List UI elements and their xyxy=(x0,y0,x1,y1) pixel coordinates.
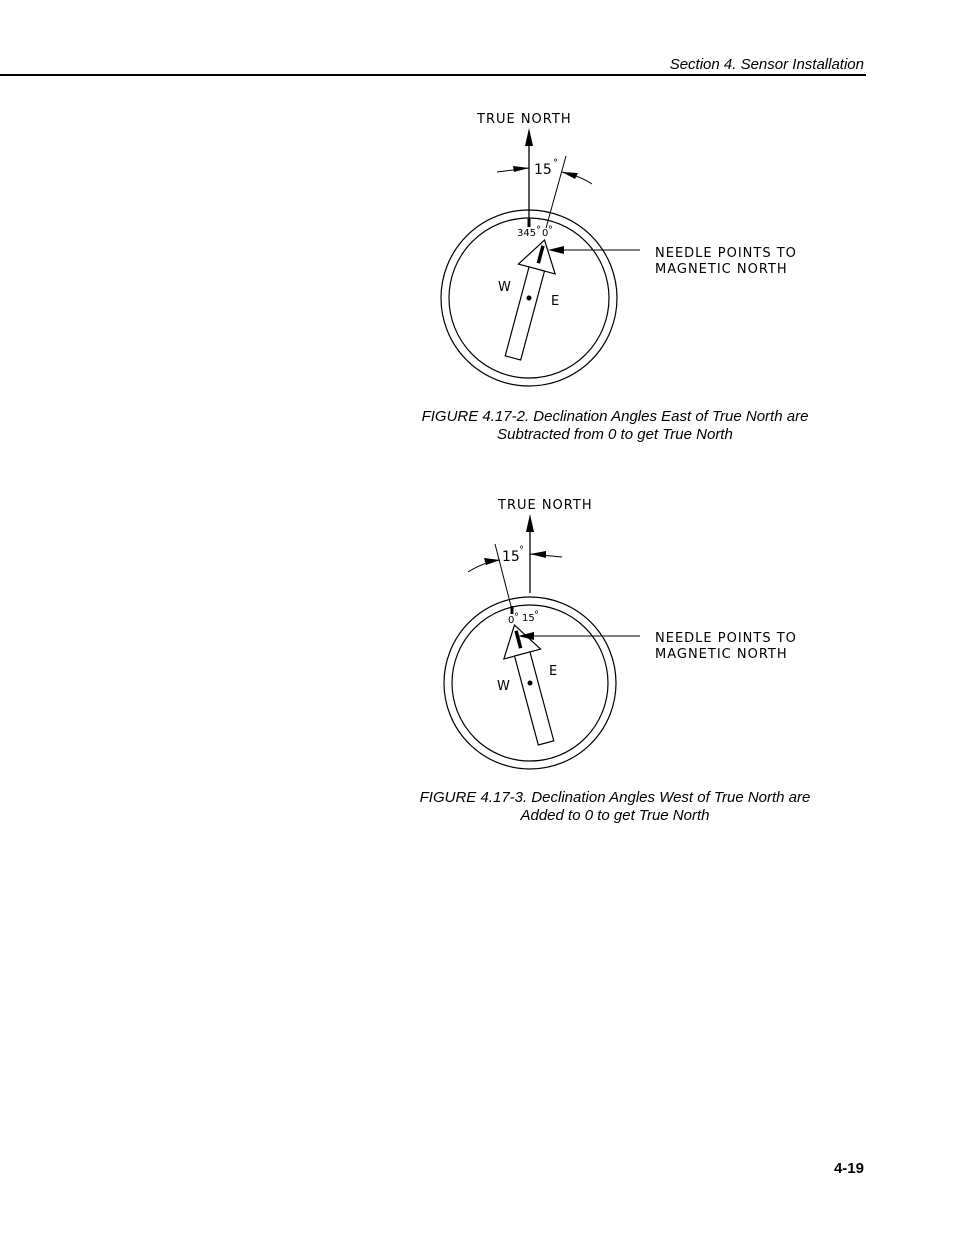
west-label: W xyxy=(497,679,511,694)
section-header: Section 4. Sensor Installation xyxy=(669,56,864,73)
needle-label-line1: NEEDLE POINTS TO xyxy=(655,246,797,261)
angle-arrow-left xyxy=(468,560,500,572)
compass-pivot xyxy=(528,681,533,686)
tick-label-left: 345 xyxy=(517,228,537,239)
tick-label-right: 0 xyxy=(542,228,549,239)
figure1-caption-line2: Subtracted from 0 to get True North xyxy=(497,426,733,443)
page-number: 4-19 xyxy=(833,1160,864,1177)
degree-symbol: ° xyxy=(548,225,553,236)
west-label: W xyxy=(498,280,512,295)
needle-label-line2: MAGNETIC NORTH xyxy=(655,262,788,277)
degree-symbol: ° xyxy=(519,545,524,556)
true-north-arrowhead xyxy=(526,514,534,532)
degree-symbol: ° xyxy=(553,158,558,169)
tick-label-left: 0 xyxy=(508,615,515,626)
degree-symbol: ° xyxy=(514,612,519,623)
figure1-caption-line1: FIGURE 4.17-2. Declination Angles East of True North are xyxy=(421,408,809,425)
angle-label: 15 xyxy=(534,162,552,178)
needle-label-line1: NEEDLE POINTS TO xyxy=(655,631,797,646)
true-north-label: TRUE NORTH xyxy=(477,112,572,127)
tick-label-right: 15 xyxy=(522,613,535,624)
degree-symbol: ° xyxy=(536,225,541,236)
east-label: E xyxy=(549,664,559,679)
needle-label-line2: MAGNETIC NORTH xyxy=(655,647,788,662)
figure2-caption-line1: FIGURE 4.17-3. Declination Angles West of True North are xyxy=(419,789,811,806)
angle-arrowhead-right xyxy=(530,551,546,558)
angle-arrowhead-left xyxy=(484,558,500,565)
degree-symbol: ° xyxy=(534,610,539,621)
true-north-label: TRUE NORTH xyxy=(498,498,593,513)
figure2-caption-line2: Added to 0 to get True North xyxy=(520,807,710,824)
east-label: E xyxy=(551,294,561,309)
figure2-caption xyxy=(380,789,850,825)
angle-label: 15 xyxy=(502,549,520,565)
